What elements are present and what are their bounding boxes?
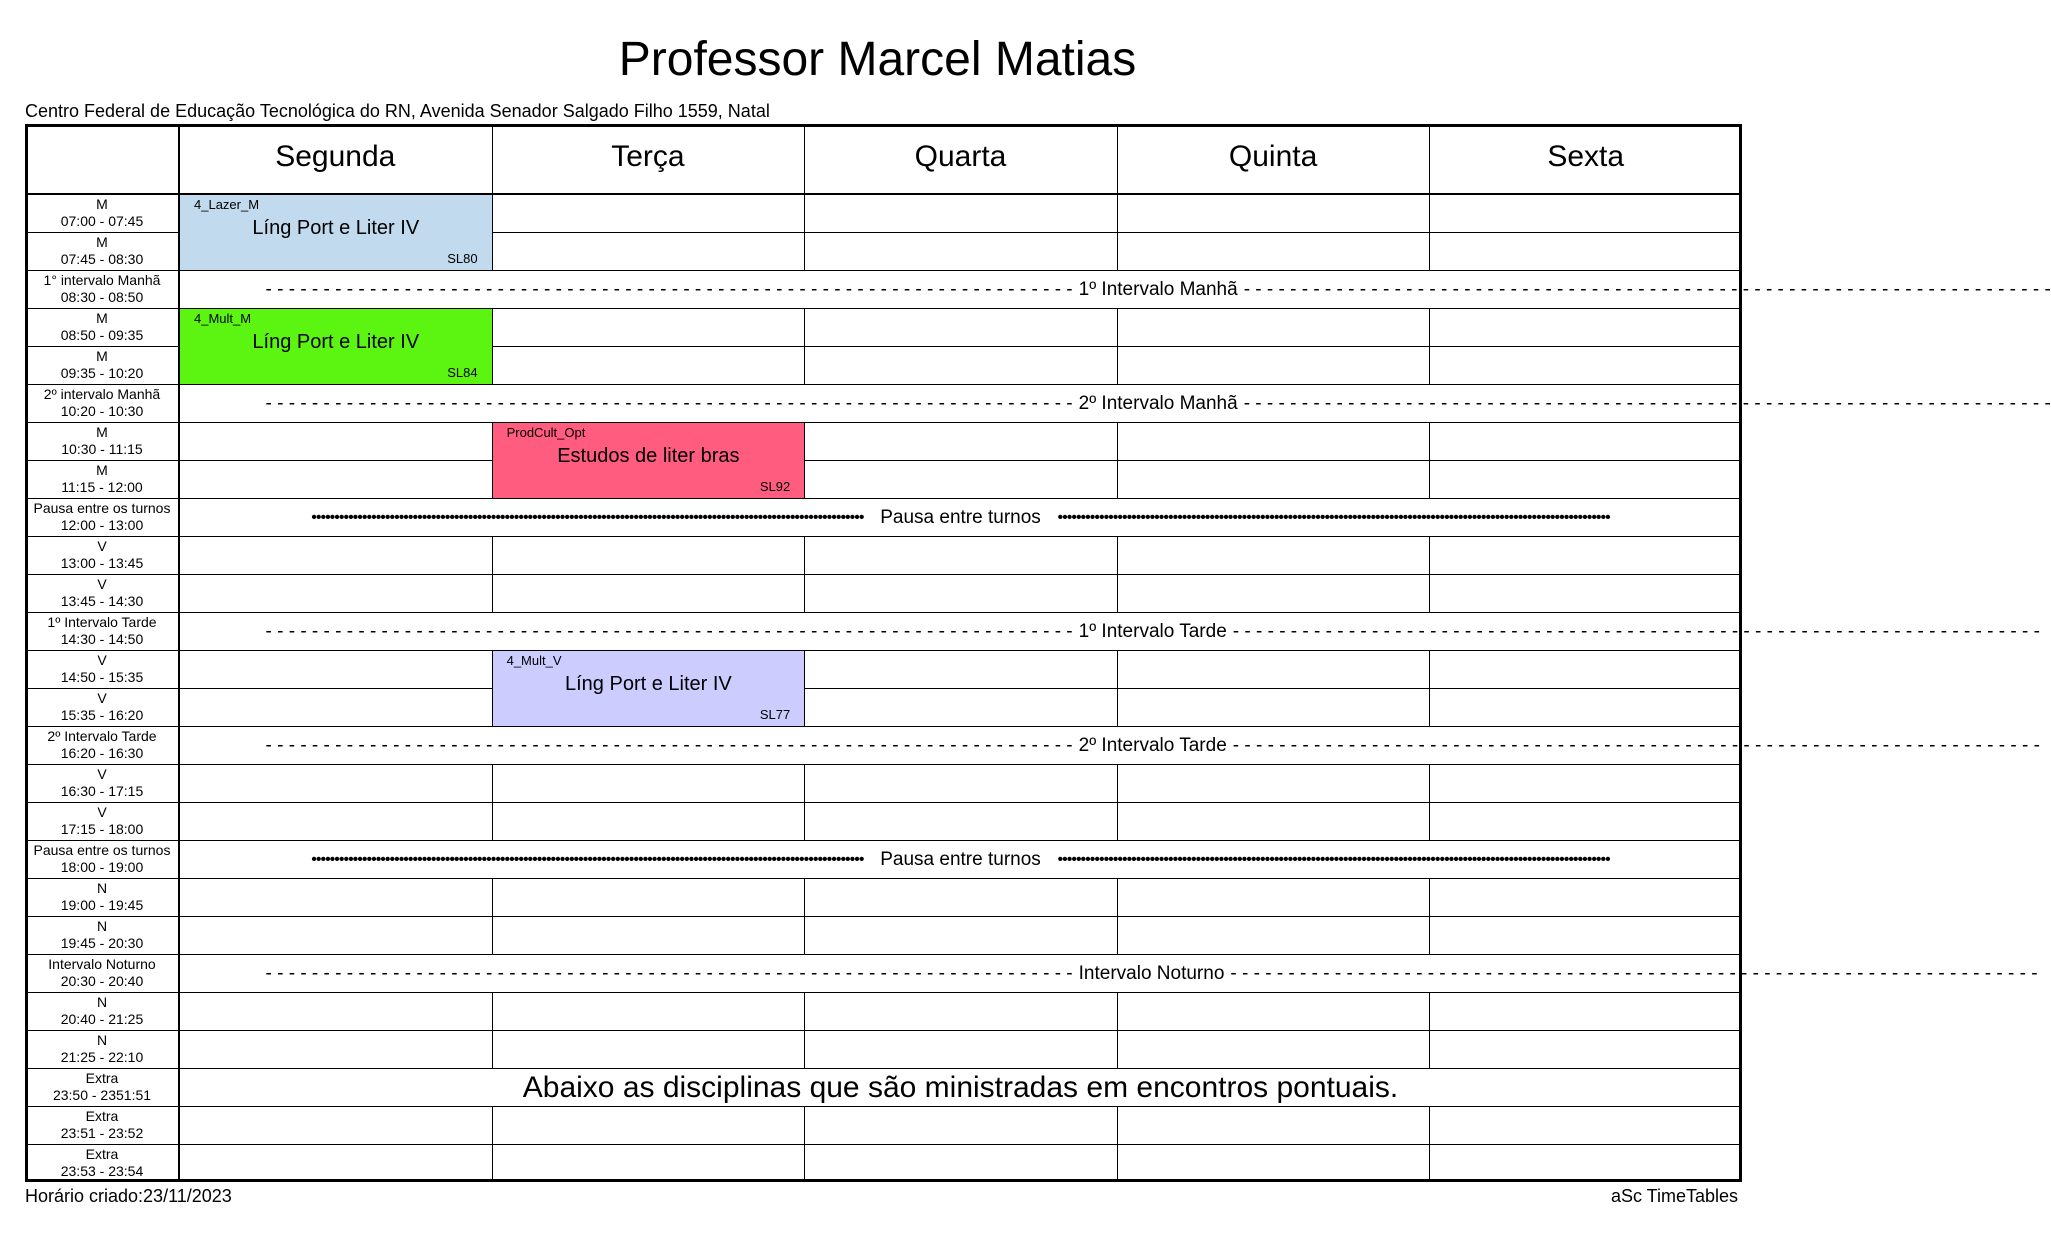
time-slot-label <box>25 232 179 270</box>
cell-divider <box>1429 460 1430 498</box>
day-divider <box>492 124 493 194</box>
cell-divider <box>492 536 493 574</box>
day-header: Terça <box>611 140 685 173</box>
time-slot-label <box>25 460 179 498</box>
slot-name: N <box>96 994 108 1010</box>
cell-divider <box>1117 308 1118 346</box>
cell-divider <box>492 802 493 840</box>
break-label <box>265 620 2040 643</box>
break-label <box>265 278 2051 301</box>
cell-divider <box>1429 1144 1430 1182</box>
time-slot-label <box>25 194 179 232</box>
slot-name: M <box>96 348 108 364</box>
time-slot-label <box>25 308 179 346</box>
cell-divider <box>1429 574 1430 612</box>
dash-filler: - - - - - - - - - - - - - - - - - - - - - - - - - - - - - - - - - - - - - - - - - - - - - - - - - - - - - - - - - - - - - - - - - - - - - - <box>1243 278 2051 300</box>
slot-time: 21:25 - 22:10 <box>60 1049 144 1065</box>
slot-time: 17:15 - 18:00 <box>60 821 144 837</box>
cell-divider <box>1117 536 1118 574</box>
slot-time: 19:00 - 19:45 <box>60 897 144 913</box>
slot-time: 20:30 - 20:40 <box>60 973 144 989</box>
dot-filler: •••••••••••••••••••••••••••••••••••••••••••••••••••••••••••••••••••••••••••••••••••••••••••••••••••••••••••••••••••••••• <box>311 508 864 526</box>
row-divider <box>25 536 1742 537</box>
day-header: Quarta <box>914 140 1007 173</box>
time-slot-label <box>25 688 179 726</box>
cell-divider <box>804 460 805 498</box>
time-slot-label <box>25 954 179 992</box>
day-divider <box>1117 124 1118 194</box>
slot-time: 13:00 - 13:45 <box>60 555 144 571</box>
cell-divider <box>804 878 805 916</box>
slot-time: 07:00 - 07:45 <box>60 213 144 229</box>
slot-time: 14:50 - 15:35 <box>60 669 144 685</box>
break-label <box>301 849 1621 871</box>
slot-name: Pausa entre os turnos <box>33 500 171 516</box>
slot-time: 18:00 - 19:00 <box>60 859 144 875</box>
cell-divider <box>1429 878 1430 916</box>
time-slot-label <box>25 802 179 840</box>
time-slot-label <box>25 878 179 916</box>
slot-time: 12:00 - 13:00 <box>60 517 144 533</box>
row-divider <box>25 1030 1742 1031</box>
cell-divider <box>1429 232 1430 270</box>
break-label: Abaixo as disciplinas que são ministradas em encontros pontuais. <box>522 1070 1399 1104</box>
footer-created-date: Horário criado:23/11/2023 <box>25 1186 232 1206</box>
cell-divider <box>492 992 493 1030</box>
cell-divider <box>804 650 805 688</box>
time-slot-label <box>25 612 179 650</box>
cell-divider <box>1429 346 1430 384</box>
cell-divider <box>492 764 493 802</box>
break-text: 2º Intervalo Manhã <box>1078 392 1238 414</box>
slot-time: 15:35 - 16:20 <box>60 707 144 723</box>
lesson-card <box>180 309 492 384</box>
break-banner <box>181 499 1740 536</box>
cell-divider <box>1117 1030 1118 1068</box>
row-divider <box>25 650 1742 651</box>
cell-divider <box>1117 650 1118 688</box>
slot-time: 23:53 - 23:54 <box>60 1163 144 1179</box>
cell-divider <box>804 764 805 802</box>
slot-name: V <box>97 652 107 668</box>
lesson-subject: Estudos de liter bras <box>557 445 740 467</box>
time-slot-label <box>25 1106 179 1144</box>
cell-divider <box>1117 764 1118 802</box>
cell-divider <box>492 1144 493 1182</box>
time-slot-label <box>25 346 179 384</box>
time-slot-label <box>25 270 179 308</box>
row-divider <box>25 688 1742 689</box>
cell-divider <box>804 802 805 840</box>
break-banner <box>181 727 2040 764</box>
cell-divider <box>1117 688 1118 726</box>
cell-divider <box>492 194 493 232</box>
day-header: Sexta <box>1547 140 1625 173</box>
cell-divider <box>492 232 493 270</box>
slot-name: N <box>96 1032 108 1048</box>
cell-divider <box>492 916 493 954</box>
cell-divider <box>1429 764 1430 802</box>
school-subtitle: Centro Federal de Educação Tecnológica do RN, Avenida Senador Salgado Filho 1559, Natal <box>25 101 770 121</box>
cell-divider <box>1117 992 1118 1030</box>
lesson-room: SL77 <box>759 707 791 722</box>
slot-time: 10:20 - 10:30 <box>60 403 144 419</box>
cell-divider <box>1429 422 1430 460</box>
slot-name: M <box>96 310 108 326</box>
slot-name: Intervalo Noturno <box>48 956 156 972</box>
slot-name: Extra <box>85 1108 119 1124</box>
dot-filler: •••••••••••••••••••••••••••••••••••••••••••••••••••••••••••••••••••••••••••••••••••••••••••••••••••••••••••••••••••••••• <box>311 850 864 868</box>
row-divider <box>25 460 1742 461</box>
cell-divider <box>804 536 805 574</box>
time-slot-label <box>25 840 179 878</box>
dash-filler: - - - - - - - - - - - - - - - - - - - - - - - - - - - - - - - - - - - - - - - - - - - - - - - - - - - - - - - - - - - - - - - - - - - - - - <box>1232 734 2040 756</box>
cell-divider <box>1429 308 1430 346</box>
cell-divider <box>1117 346 1118 384</box>
lesson-subject: Líng Port e Liter IV <box>565 673 732 695</box>
slot-time: 13:45 - 14:30 <box>60 593 144 609</box>
day-header: Segunda <box>275 140 396 173</box>
break-label <box>301 507 1621 529</box>
break-banner <box>181 385 2051 422</box>
cell-divider <box>492 346 493 384</box>
slot-name: N <box>96 880 108 896</box>
row-divider <box>25 1144 1742 1145</box>
lesson-subject: Líng Port e Liter IV <box>252 331 420 353</box>
dash-filler: - - - - - - - - - - - - - - - - - - - - - - - - - - - - - - - - - - - - - - - - - - - - - - - - - - - - - - - - - - - - - - - - - - - - - - <box>265 278 1073 300</box>
break-label <box>265 392 2051 415</box>
break-text: Intervalo Noturno <box>1078 962 1225 984</box>
time-slot-label <box>25 536 179 574</box>
cell-divider <box>804 1106 805 1144</box>
cell-divider <box>1117 232 1118 270</box>
dash-filler: - - - - - - - - - - - - - - - - - - - - - - - - - - - - - - - - - - - - - - - - - - - - - - - - - - - - - - - - - - - - - - - - - - - - - - <box>1243 392 2051 414</box>
cell-divider <box>804 1030 805 1068</box>
break-text: 2º Intervalo Tarde <box>1078 734 1227 756</box>
slot-time: 08:50 - 09:35 <box>60 327 144 343</box>
slot-name: V <box>97 766 107 782</box>
slot-name: M <box>96 462 108 478</box>
slot-time: 09:35 - 10:20 <box>60 365 144 381</box>
cell-divider <box>1429 194 1430 232</box>
dash-filler: - - - - - - - - - - - - - - - - - - - - - - - - - - - - - - - - - - - - - - - - - - - - - - - - - - - - - - - - - - - - - - - - - - - - - - <box>1232 620 2040 642</box>
day-header: Quinta <box>1228 140 1318 173</box>
break-banner <box>181 613 2040 650</box>
lesson-room: SL80 <box>447 251 478 266</box>
dash-filler: - - - - - - - - - - - - - - - - - - - - - - - - - - - - - - - - - - - - - - - - - - - - - - - - - - - - - - - - - - - - - - - - - - - - - - <box>265 392 1073 414</box>
dot-filler: •••••••••••••••••••••••••••••••••••••••••••••••••••••••••••••••••••••••••••••••••••••••••••••••••••••••••••••••••••••••• <box>1057 850 1610 868</box>
cell-divider <box>492 1106 493 1144</box>
row-divider <box>25 878 1742 879</box>
time-slot-label <box>25 992 179 1030</box>
cell-divider <box>1117 460 1118 498</box>
break-text: 1º Intervalo Manhã <box>1078 278 1238 300</box>
row-divider <box>25 764 1742 765</box>
cell-divider <box>1117 1144 1118 1182</box>
dot-filler: •••••••••••••••••••••••••••••••••••••••••••••••••••••••••••••••••••••••••••••••••••••••••••••••••••••••••••••••••••••••• <box>1057 508 1610 526</box>
break-text: 1º Intervalo Tarde <box>1078 620 1227 642</box>
cell-divider <box>492 308 493 346</box>
cell-divider <box>1117 194 1118 232</box>
time-slot-label <box>25 764 179 802</box>
time-slot-label <box>25 650 179 688</box>
slot-name: M <box>96 424 108 440</box>
slot-name: Extra <box>85 1146 119 1162</box>
lesson-card <box>180 195 492 270</box>
slot-time: 20:40 - 21:25 <box>60 1011 144 1027</box>
time-slot-label <box>25 726 179 764</box>
break-banner <box>181 271 2051 308</box>
slot-name: V <box>97 690 107 706</box>
slot-time: 11:15 - 12:00 <box>61 479 143 495</box>
row-divider <box>25 574 1742 575</box>
dash-filler: - - - - - - - - - - - - - - - - - - - - - - - - - - - - - - - - - - - - - - - - - - - - - - - - - - - - - - - - - - - - - - - - - - - - - - <box>265 620 1073 642</box>
dash-filler: - - - - - - - - - - - - - - - - - - - - - - - - - - - - - - - - - - - - - - - - - - - - - - - - - - - - - - - - - - - - - - - - - - - - - - <box>1230 962 2038 984</box>
break-label <box>265 734 2040 757</box>
cell-divider <box>804 574 805 612</box>
slot-name: 2º intervalo Manhã <box>43 386 161 402</box>
slot-name: V <box>97 576 107 592</box>
cell-divider <box>1117 1106 1118 1144</box>
day-divider <box>804 124 805 194</box>
cell-divider <box>804 346 805 384</box>
cell-divider <box>492 878 493 916</box>
slot-name: 1º Intervalo Tarde <box>47 614 157 630</box>
lesson-room: SL84 <box>447 365 478 380</box>
cell-divider <box>804 916 805 954</box>
cell-divider <box>1429 688 1430 726</box>
lesson-group: 4_Mult_V <box>506 653 562 668</box>
slot-name: 1° intervalo Manhã <box>43 272 161 288</box>
cell-divider <box>804 1144 805 1182</box>
cell-divider <box>804 422 805 460</box>
cell-divider <box>492 574 493 612</box>
cell-divider <box>1117 878 1118 916</box>
lesson-group: 4_Mult_M <box>194 311 252 326</box>
slot-name: N <box>96 918 108 934</box>
time-slot-label <box>25 574 179 612</box>
slot-name: M <box>96 234 108 250</box>
time-slot-label <box>25 916 179 954</box>
time-slot-label <box>25 1144 179 1182</box>
slot-name: Pausa entre os turnos <box>33 842 171 858</box>
lesson-subject: Líng Port e Liter IV <box>252 217 420 239</box>
cell-divider <box>1117 422 1118 460</box>
time-slot-label <box>25 1068 179 1106</box>
lesson-group: 4_Lazer_M <box>194 197 260 212</box>
page-title: Professor Marcel Matias <box>618 33 1137 86</box>
break-banner <box>181 955 2038 992</box>
slot-name: V <box>97 804 107 820</box>
time-slot-label <box>25 498 179 536</box>
lesson-card <box>493 423 805 498</box>
cell-divider <box>804 688 805 726</box>
cell-divider <box>1429 650 1430 688</box>
break-label <box>265 962 2038 985</box>
slot-time: 10:30 - 11:15 <box>61 441 143 457</box>
break-text: Pausa entre turnos <box>880 848 1041 870</box>
cell-divider <box>804 992 805 1030</box>
row-divider <box>25 992 1742 993</box>
break-banner <box>181 841 1740 878</box>
cell-divider <box>1429 802 1430 840</box>
slot-time: 23:50 - 2351:51 <box>52 1087 152 1103</box>
cell-divider <box>492 1030 493 1068</box>
cell-divider <box>1429 1030 1430 1068</box>
slot-time: 14:30 - 14:50 <box>60 631 144 647</box>
slot-time: 07:45 - 08:30 <box>60 251 144 267</box>
cell-divider <box>804 308 805 346</box>
row-divider <box>25 422 1742 423</box>
lesson-room: SL92 <box>759 479 791 494</box>
slot-time: 08:30 - 08:50 <box>60 289 144 305</box>
time-slot-label <box>25 384 179 422</box>
cell-divider <box>1117 574 1118 612</box>
cell-divider <box>804 232 805 270</box>
slot-name: Extra <box>85 1070 119 1086</box>
cell-divider <box>1429 536 1430 574</box>
slot-name: 2º Intervalo Tarde <box>47 728 157 744</box>
cell-divider <box>804 194 805 232</box>
dash-filler: - - - - - - - - - - - - - - - - - - - - - - - - - - - - - - - - - - - - - - - - - - - - - - - - - - - - - - - - - - - - - - - - - - - - - - <box>265 734 1073 756</box>
footer-software: aSc TimeTables <box>1610 1186 1738 1206</box>
day-divider <box>1429 124 1430 194</box>
slot-name: M <box>96 196 108 212</box>
cell-divider <box>1117 916 1118 954</box>
slot-time: 23:51 - 23:52 <box>60 1125 144 1141</box>
slot-time: 19:45 - 20:30 <box>60 935 144 951</box>
break-text: Pausa entre turnos <box>880 506 1041 528</box>
cell-divider <box>1429 916 1430 954</box>
cell-divider <box>1117 802 1118 840</box>
slot-time: 16:20 - 16:30 <box>60 745 144 761</box>
slot-name: V <box>97 538 107 554</box>
time-slot-label <box>25 422 179 460</box>
lesson-group: ProdCult_Opt <box>506 425 586 440</box>
dash-filler: - - - - - - - - - - - - - - - - - - - - - - - - - - - - - - - - - - - - - - - - - - - - - - - - - - - - - - - - - - - - - - - - - - - - - - <box>265 962 1073 984</box>
time-slot-label <box>25 1030 179 1068</box>
lesson-card <box>493 651 805 726</box>
row-divider <box>25 1106 1742 1107</box>
cell-divider <box>1429 992 1430 1030</box>
row-divider <box>25 916 1742 917</box>
slot-time: 16:30 - 17:15 <box>60 783 144 799</box>
row-divider <box>25 802 1742 803</box>
break-banner <box>181 1069 1740 1106</box>
cell-divider <box>1429 1106 1430 1144</box>
